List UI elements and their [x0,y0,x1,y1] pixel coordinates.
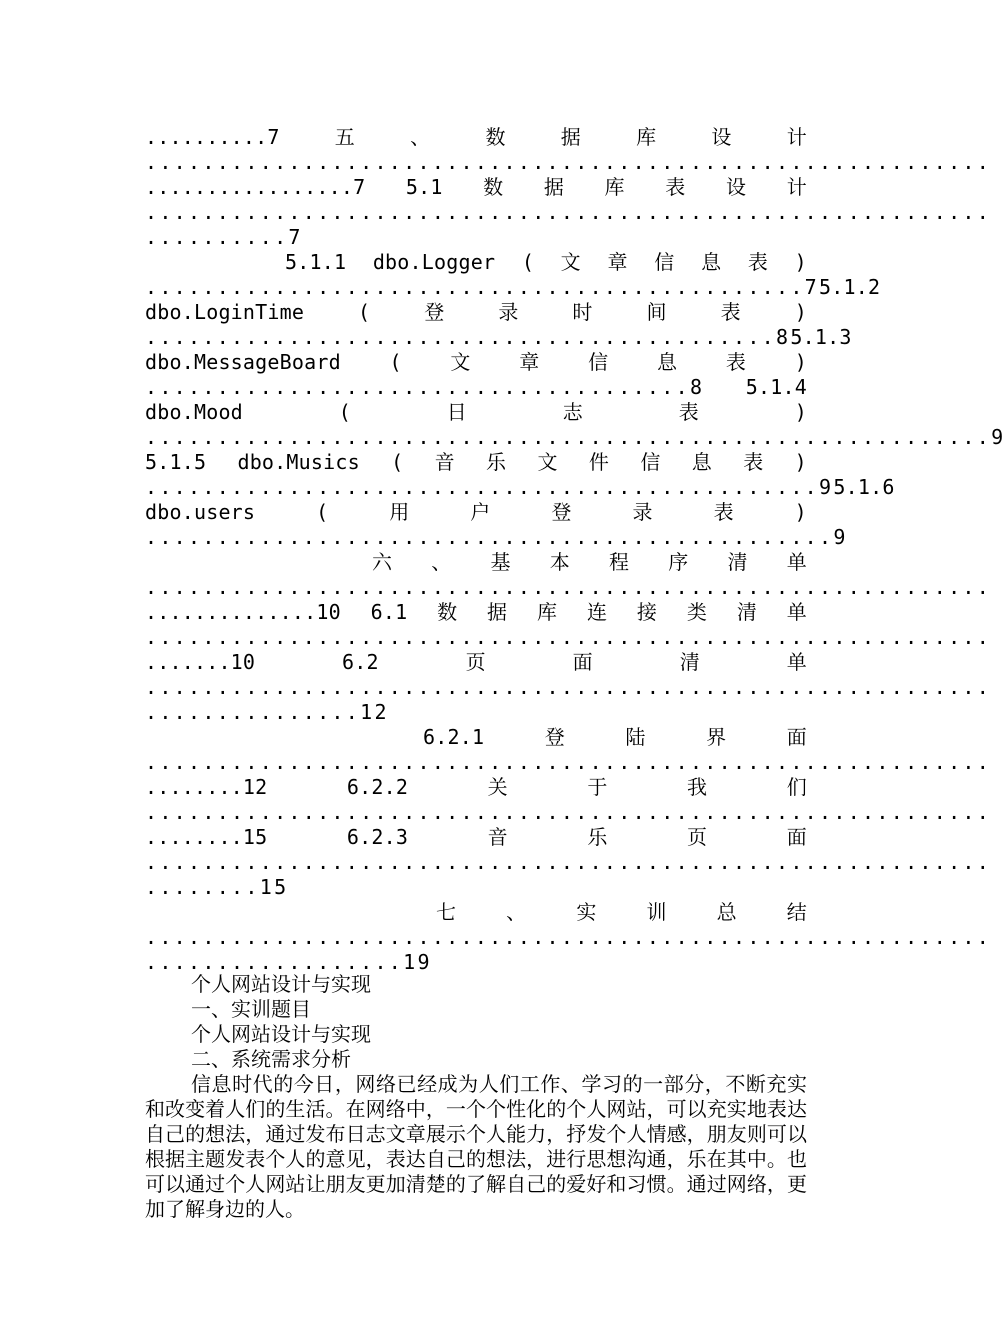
toc-line: ..........7 五 、 数 据 库 设 计 [145,125,807,149]
section-heading: 二、系统需求分析 [191,1047,351,1071]
toc-line: .................7 5.1 数 据 库 表 设 计 [145,175,807,199]
toc-line: ............................................8 5.1.3 [145,325,852,349]
toc-line: ..............................................7 5.1.2 [145,275,881,299]
toc-line: dbo.MessageBoard ( 文 章 信 息 表 ) [145,350,807,374]
document-title: 个人网站设计与实现 [191,972,371,996]
toc-line: 5.1.5 dbo.Musics ( 音 乐 文 件 信 息 表 ) [145,450,807,474]
toc-line: ........12 6.2.2 关 于 我 们 [145,775,807,799]
toc-dots: ........................................................... [145,850,992,874]
toc-dots: ...............12 [145,700,389,724]
toc-line: dbo.Mood ( 日 志 表 ) [145,400,807,424]
toc-line: 六 、 基 本 程 序 清 单 [372,550,807,574]
paragraph: 信息时代的今日，网络已经成为人们工作、学习的一部分，不断充实和改变着人们的生活。在网络中，一个个性化的个人网站，可以充实地表达自己的想法，通过发布日志文章展示个人能力，抒发个人情感，朋友则可以根据主题发表个人的意见，表达自己的想法，进行思想沟通，乐在其中。也可以通过个人网站让朋友更加清楚的了解自己的爱好和习惯。通过网络，更加了解身边的人。 [145,1072,807,1221]
toc-line: dbo.LoginTime ( 登 录 时 间 表 ) [145,300,807,324]
toc-dots: ........................................................... [145,750,992,774]
toc-dots: ........................................................... [145,625,992,649]
toc-dots: ........................................................... [145,925,992,949]
toc-line: ........15 6.2.3 音 乐 页 面 [145,825,807,849]
toc-dots: ..........7 [145,225,303,249]
toc-dots: ........................................................... [145,675,992,699]
toc-line: ..............10 6.1 数 据 库 连 接 类 清 单 [145,600,807,624]
toc-line: 5.1.1 dbo.Logger ( 文 章 信 息 表 ) [285,250,807,274]
toc-line: dbo.users ( 用 户 登 录 表 ) [145,500,807,524]
topic-text: 个人网站设计与实现 [191,1022,371,1046]
toc-line: ...............................................9 5.1.6 [145,475,895,499]
toc-dots: ........15 [145,875,289,899]
toc-line: ......................................8 5.1.4 [145,375,807,399]
toc-dots: ..................19 [145,950,432,974]
toc-dots: ........................................................... [145,575,992,599]
toc-line: 七 、 实 训 总 结 [436,900,807,924]
toc-line: .......10 6.2 页 面 清 单 [145,650,807,674]
toc-dots: ...........................................................9 [145,425,1005,449]
toc-dots: ................................................9 [145,525,848,549]
toc-dots: ........................................................... [145,800,992,824]
toc-dots: ........................................................... [145,150,992,174]
toc-line: 6.2.1 登 陆 界 面 [423,725,807,749]
section-heading: 一、实训题目 [191,997,311,1021]
toc-dots: ........................................................... [145,200,992,224]
